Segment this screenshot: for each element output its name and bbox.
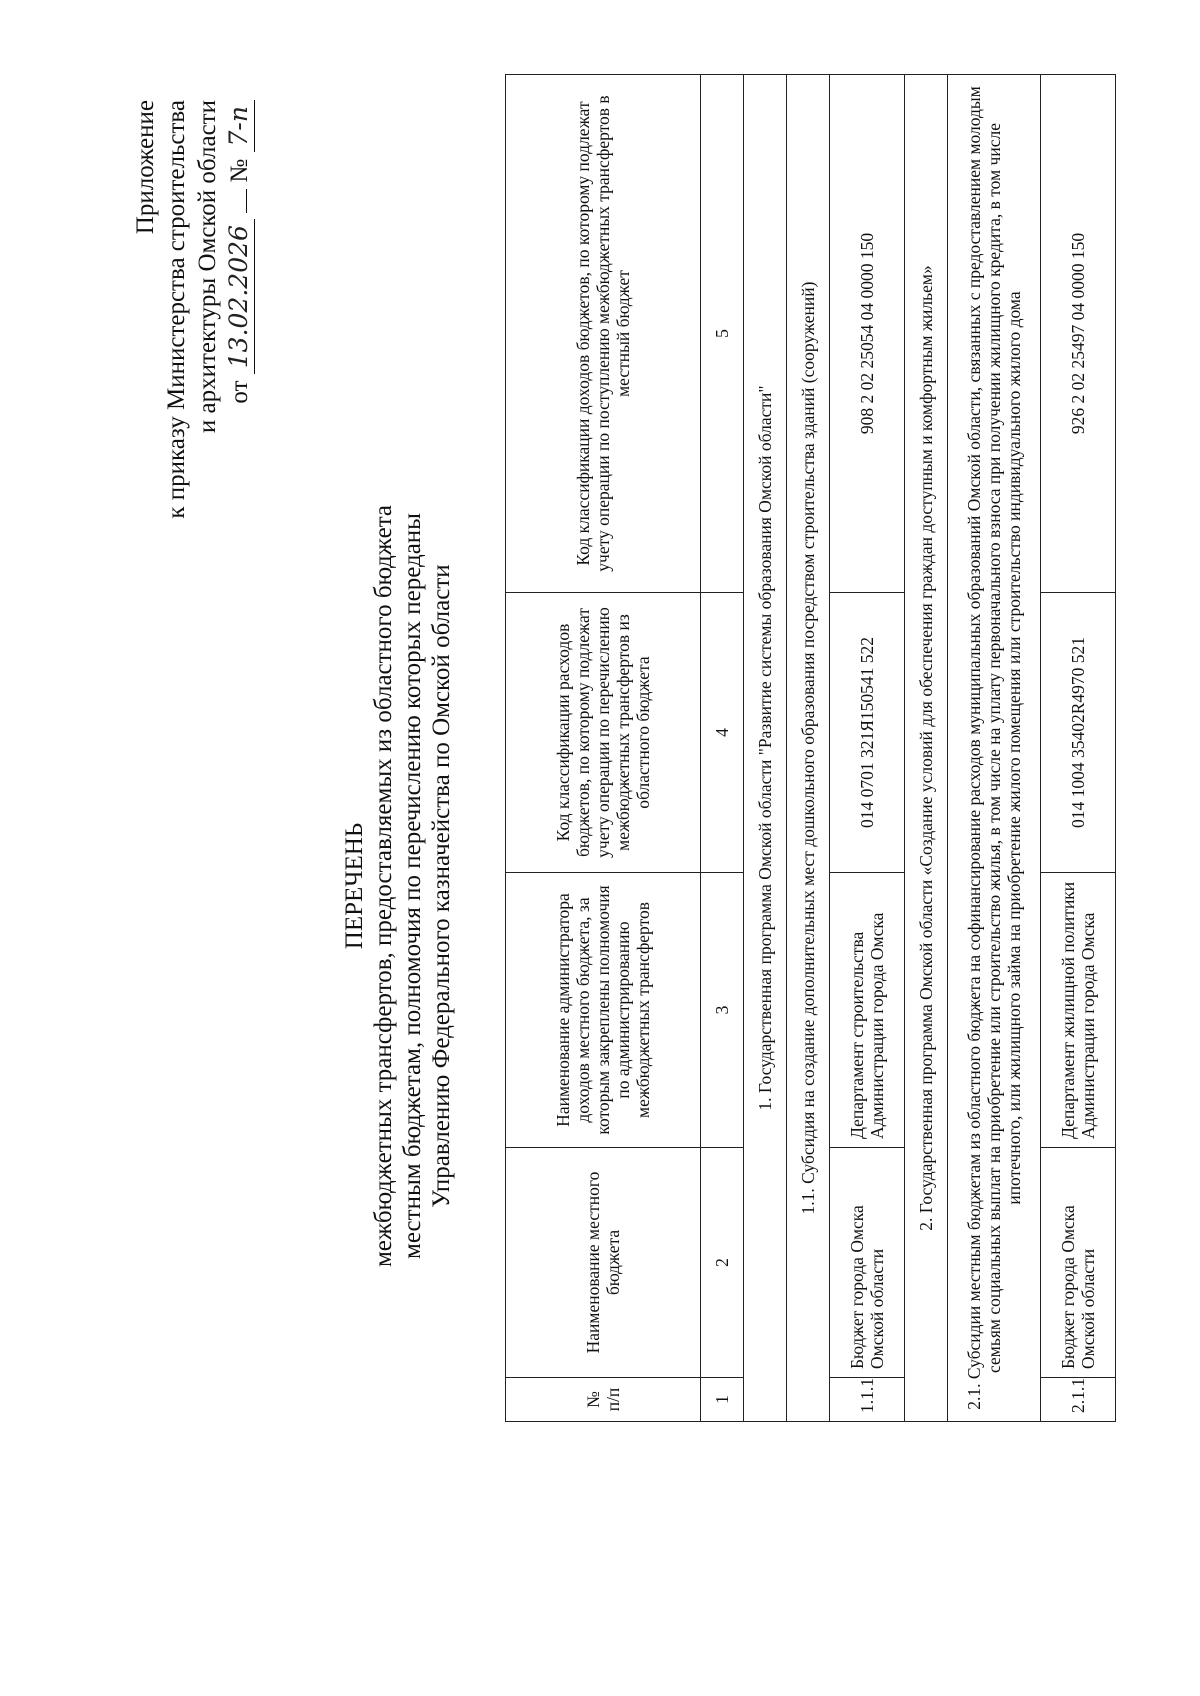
header-num: № п/п xyxy=(506,1378,701,1422)
transfers-table xyxy=(505,74,1116,1422)
row-number: 1.1.1 xyxy=(830,1378,905,1422)
appendix-order-line: к приказу Министерства строительства xyxy=(163,100,190,519)
budget-name: Бюджет города Омска Омской области xyxy=(1041,1148,1116,1378)
table-row xyxy=(830,75,905,1422)
header-admin: Наименование администратора доходов местного бюджета, за которым закреплены полномочия по администрированию межбюджетных трансфертов xyxy=(506,873,701,1148)
admin-name: Департамент строительства Администрации города Омска xyxy=(830,873,905,1148)
admin-name: Департамент жилищной политики Администрации города Омска xyxy=(1041,873,1116,1148)
header-income-code: Код классификации доходов бюджетов, по которому подлежат учету операции по поступлению межбюджетных трансфертов в местный бюджет xyxy=(506,75,701,593)
budget-name: Бюджет города Омска Омской области xyxy=(830,1148,905,1378)
column-number: 1 xyxy=(701,1378,744,1422)
subsidy-2-1-title: 2.1. Субсидии местным бюджетам из областного бюджета на софинансирование расходов муниципальных образований Омской области, связанных с предоставлением молодым семьям социальных выплат на приобретение или строительство жилья, в том числе на уплату первоначального взноса при получении жилищного кредита, в том числе ипотечного, или жилищного займа на приобретение жилого помещения или строительство индивидуального жилого дома xyxy=(948,75,1041,1422)
column-number-row xyxy=(701,75,744,1422)
subsidy-1-1-title: 1.1. Субсидия на создание дополнительных мест дошкольного образования посредством строительства зданий (сооружений) xyxy=(787,75,830,1422)
program-1-row xyxy=(744,75,787,1422)
appendix-date-number-line xyxy=(223,100,255,519)
expense-code: 014 0701 321Я150541 522 xyxy=(830,593,905,873)
program-2-row xyxy=(905,75,948,1422)
column-number: 2 xyxy=(701,1148,744,1378)
table-row xyxy=(1041,75,1116,1422)
title-line-1: межбюджетных трансфертов, предоставляемых из областного бюджета xyxy=(370,504,397,1268)
income-code: 908 2 02 25054 04 0000 150 xyxy=(830,75,905,593)
subsidy-1-1-row xyxy=(787,75,830,1422)
date-prefix: от xyxy=(226,380,253,404)
program-1-title: 1. Государственная программа Омской области "Развитие системы образования Омской области" xyxy=(744,75,787,1422)
expense-code: 014 1004 35402R4970 521 xyxy=(1041,593,1116,873)
row-number: 2.1.1 xyxy=(1041,1378,1116,1422)
table-header-row xyxy=(506,75,701,1422)
handwritten-number: 7-п xyxy=(223,100,255,152)
title-heading: ПЕРЕЧЕНЬ xyxy=(341,822,368,950)
appendix-block xyxy=(130,100,255,519)
program-2-title: 2. Государственная программа Омской области «Создание условий для обеспечения граждан доступным и комфортным жильем» xyxy=(905,75,948,1422)
column-number: 5 xyxy=(701,75,744,593)
column-number: 4 xyxy=(701,593,744,873)
column-number: 3 xyxy=(701,873,744,1148)
title-line-3: Управлению Федерального казначейства по Омской области xyxy=(428,564,455,1208)
document-title xyxy=(340,326,456,1446)
header-expense-code: Код классификации расходов бюджетов, по которому подлежат учету операции по перечислению межбюджетных трансфертов из областного бюджета xyxy=(506,593,701,873)
appendix-title: Приложение xyxy=(132,100,159,235)
date-underline xyxy=(246,189,247,213)
header-budget: Наименование местного бюджета xyxy=(506,1148,701,1378)
title-line-2: местным бюджетам, полномочия по перечислению которых переданы xyxy=(399,513,426,1259)
appendix-ministry-line: и архитектуры Омской области xyxy=(194,100,221,434)
subsidy-2-1-row xyxy=(948,75,1041,1422)
handwritten-date: 13.02.2026 xyxy=(223,219,255,374)
number-sign: № xyxy=(226,158,253,183)
income-code: 926 2 02 25497 04 0000 150 xyxy=(1041,75,1116,593)
